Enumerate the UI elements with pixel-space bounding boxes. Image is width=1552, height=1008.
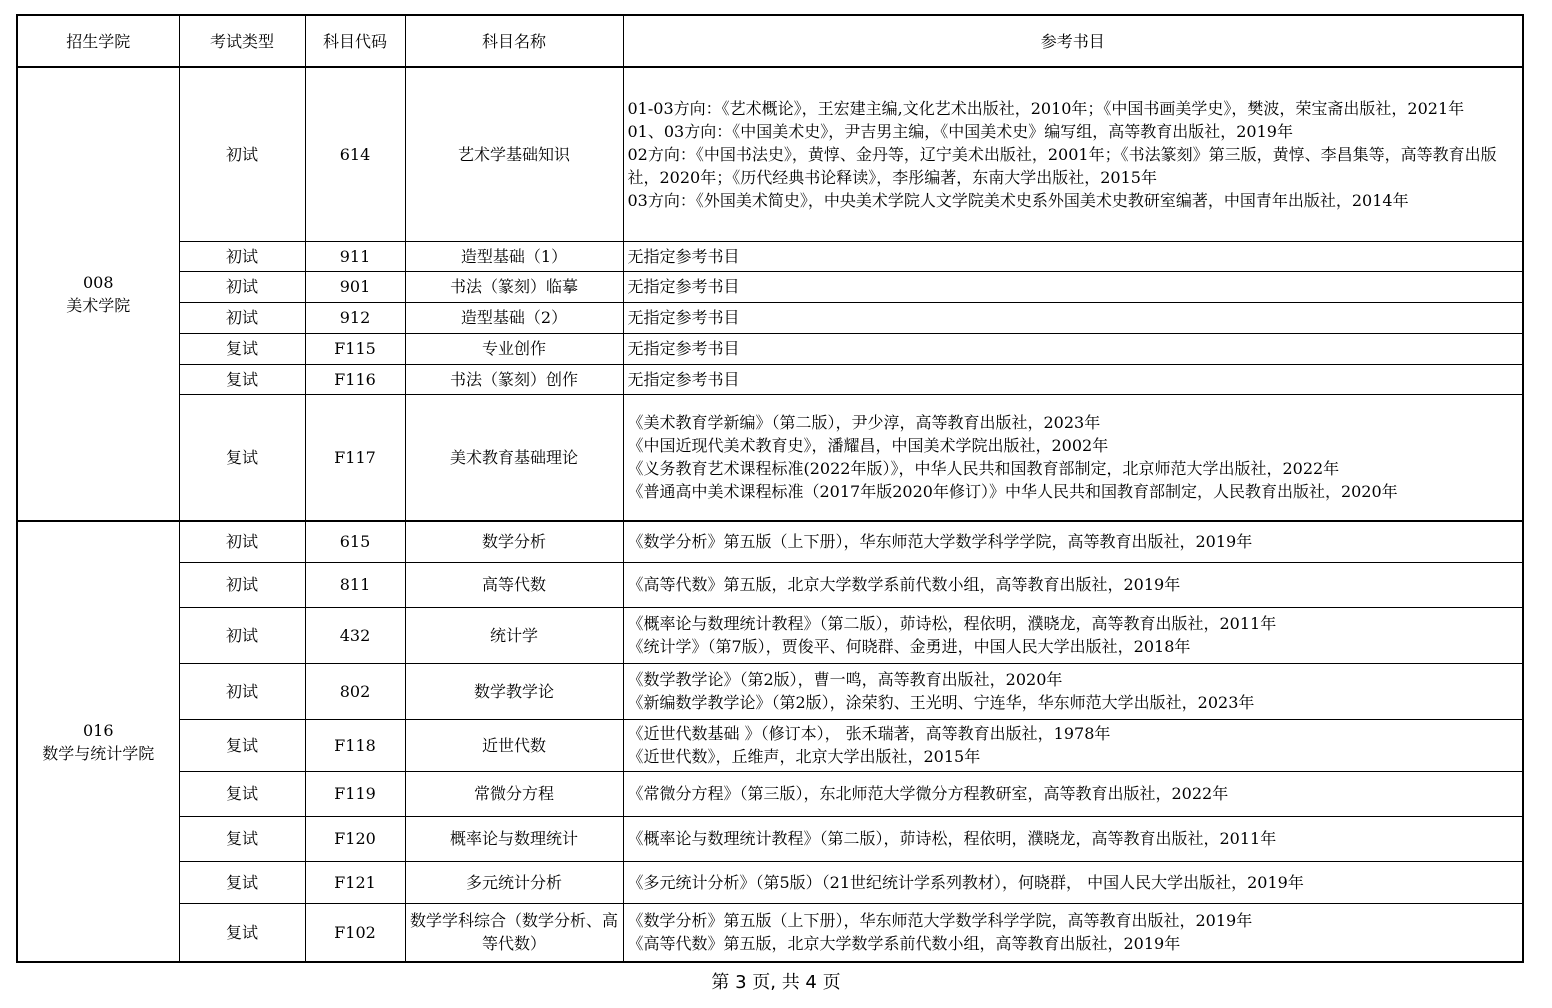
table-row [17, 903, 1523, 962]
subject-name-cell: 造型基础（1） [405, 241, 623, 271]
subject-code-cell: 615 [305, 521, 405, 562]
subject-name-cell: 美术教育基础理论 [405, 394, 623, 521]
subject-name-cell: 近世代数 [405, 719, 623, 771]
exam-type-cell: 复试 [179, 861, 305, 903]
subject-name-cell: 概率论与数理统计 [405, 816, 623, 861]
table-row [17, 861, 1523, 903]
subject-code-cell: F119 [305, 771, 405, 816]
table-row [17, 364, 1523, 394]
table-body [17, 67, 1523, 962]
subject-name-cell: 书法（篆刻）临摹 [405, 271, 623, 302]
exam-type-cell: 复试 [179, 394, 305, 521]
reference-books-cell: 《数学分析》第五版（上下册），华东师范大学数学科学学院，高等教育出版社，2019年 [623, 521, 1523, 562]
subject-name-cell: 专业创作 [405, 333, 623, 364]
subject-code-cell: F120 [305, 816, 405, 861]
table-row [17, 333, 1523, 364]
header-exam-type: 考试类型 [179, 15, 305, 67]
subject-code-cell: F118 [305, 719, 405, 771]
reference-books-cell: 《多元统计分析》（第5版）（21世纪统计学系列教材），何晓群， 中国人民大学出版社，2019年 [623, 861, 1523, 903]
subject-name-cell: 造型基础（2） [405, 302, 623, 333]
reference-books-cell: 无指定参考书目 [623, 333, 1523, 364]
reference-books-cell: 无指定参考书目 [623, 302, 1523, 333]
page-footer: 第 3 页, 共 4 页 [711, 972, 841, 993]
subject-code-cell: F102 [305, 903, 405, 962]
table-row [17, 663, 1523, 719]
table-wrapper [16, 14, 1524, 963]
subject-name-cell: 统计学 [405, 607, 623, 663]
reference-books-cell: 《美术教育学新编》（第二版），尹少淳，高等教育出版社，2023年 《中国近现代美术教育史》，潘耀昌，中国美术学院出版社，2002年 《义务教育艺术课程标准(2022年版）》，中华人民共和国教育部制定，北京师范大学出版社，2022年 《普通高中美术课程标准（2017年版2020年修订）》中华人民共和国教育部制定，人民教育出版社，2020年 [623, 394, 1523, 521]
table-row [17, 67, 1523, 241]
table-row [17, 562, 1523, 607]
subject-code-cell: 811 [305, 562, 405, 607]
subject-code-cell: 901 [305, 271, 405, 302]
reference-books-cell: 无指定参考书目 [623, 271, 1523, 302]
subject-code-cell: 911 [305, 241, 405, 271]
exam-type-cell: 初试 [179, 302, 305, 333]
exam-type-cell: 复试 [179, 333, 305, 364]
table-row [17, 241, 1523, 271]
header-college: 招生学院 [17, 15, 179, 67]
table-row [17, 771, 1523, 816]
exam-type-cell: 初试 [179, 607, 305, 663]
subject-name-cell: 高等代数 [405, 562, 623, 607]
subject-name-cell: 多元统计分析 [405, 861, 623, 903]
subject-name-cell: 数学学科综合（数学分析、高等代数） [405, 903, 623, 962]
table-row [17, 271, 1523, 302]
table-row [17, 816, 1523, 861]
exam-type-cell: 复试 [179, 364, 305, 394]
college-cell: 016 数学与统计学院 [17, 521, 179, 962]
exam-type-cell: 复试 [179, 903, 305, 962]
exam-type-cell: 初试 [179, 67, 305, 241]
exam-type-cell: 初试 [179, 663, 305, 719]
exam-type-cell: 初试 [179, 521, 305, 562]
reference-books-cell: 《数学分析》第五版（上下册），华东师范大学数学科学学院，高等教育出版社，2019年 《高等代数》第五版，北京大学数学系前代数小组，高等教育出版社，2019年 [623, 903, 1523, 962]
subject-code-cell: 432 [305, 607, 405, 663]
reference-books-cell: 无指定参考书目 [623, 364, 1523, 394]
reference-books-cell: 《高等代数》第五版，北京大学数学系前代数小组，高等教育出版社，2019年 [623, 562, 1523, 607]
reference-books-cell: 《概率论与数理统计教程》（第二版），茆诗松，程依明，濮晓龙，高等教育出版社，2011年 [623, 816, 1523, 861]
reference-books-cell: 《近世代数基础 》（修订本）， 张禾瑞著，高等教育出版社，1978年 《近世代数》，丘维声，北京大学出版社，2015年 [623, 719, 1523, 771]
exam-type-cell: 初试 [179, 241, 305, 271]
subject-name-cell: 数学分析 [405, 521, 623, 562]
subject-name-cell: 书法（篆刻）创作 [405, 364, 623, 394]
header-reference-books: 参考书目 [623, 15, 1523, 67]
table-row [17, 394, 1523, 521]
exam-type-cell: 复试 [179, 719, 305, 771]
reference-books-cell: 无指定参考书目 [623, 241, 1523, 271]
subject-code-cell: 614 [305, 67, 405, 241]
subject-code-cell: 912 [305, 302, 405, 333]
subject-code-cell: F115 [305, 333, 405, 364]
exam-type-cell: 初试 [179, 562, 305, 607]
header-row [17, 15, 1523, 67]
subject-code-cell: 802 [305, 663, 405, 719]
header-subject-code: 科目代码 [305, 15, 405, 67]
table-row [17, 521, 1523, 562]
reference-books-table [16, 14, 1524, 963]
subject-code-cell: F116 [305, 364, 405, 394]
table-row [17, 719, 1523, 771]
reference-books-cell: 《概率论与数理统计教程》（第二版），茆诗松，程依明，濮晓龙，高等教育出版社，2011年 《统计学》（第7版），贾俊平、何晓群、金勇进，中国人民大学出版社，2018年 [623, 607, 1523, 663]
subject-name-cell: 数学教学论 [405, 663, 623, 719]
exam-type-cell: 复试 [179, 771, 305, 816]
reference-books-cell: 《数学教学论》（第2版），曹一鸣，高等教育出版社，2020年 《新编数学教学论》（第2版），涂荣豹、王光明、宁连华，华东师范大学出版社，2023年 [623, 663, 1523, 719]
subject-name-cell: 艺术学基础知识 [405, 67, 623, 241]
subject-name-cell: 常微分方程 [405, 771, 623, 816]
table-row [17, 302, 1523, 333]
subject-code-cell: F117 [305, 394, 405, 521]
reference-books-cell: 《常微分方程》（第三版），东北师范大学微分方程教研室，高等教育出版社，2022年 [623, 771, 1523, 816]
exam-type-cell: 复试 [179, 816, 305, 861]
header-subject-name: 科目名称 [405, 15, 623, 67]
college-cell: 008 美术学院 [17, 67, 179, 521]
reference-books-cell: 01-03方向：《艺术概论》，王宏建主编,文化艺术出版社，2010年；《中国书画美学史》，樊波，荣宝斋出版社，2021年 01、03方向：《中国美术史》，尹吉男主编，《中国美术史》编写组，高等教育出版社，2019年 02方向：《中国书法史》，黄惇、金丹等，辽宁美术出版社，2001年；《书法篆刻》第三版，黄惇、李昌集等，高等教育出版社，2020年；《历代经典书论释读》，李彤编著，东南大学出版社，2015年 03方向：《外国美术简史》，中央美术学院人文学院美术史系外国美术史教研室编著，中国青年出版社，2014年 [623, 67, 1523, 241]
table-row [17, 607, 1523, 663]
exam-type-cell: 初试 [179, 271, 305, 302]
subject-code-cell: F121 [305, 861, 405, 903]
